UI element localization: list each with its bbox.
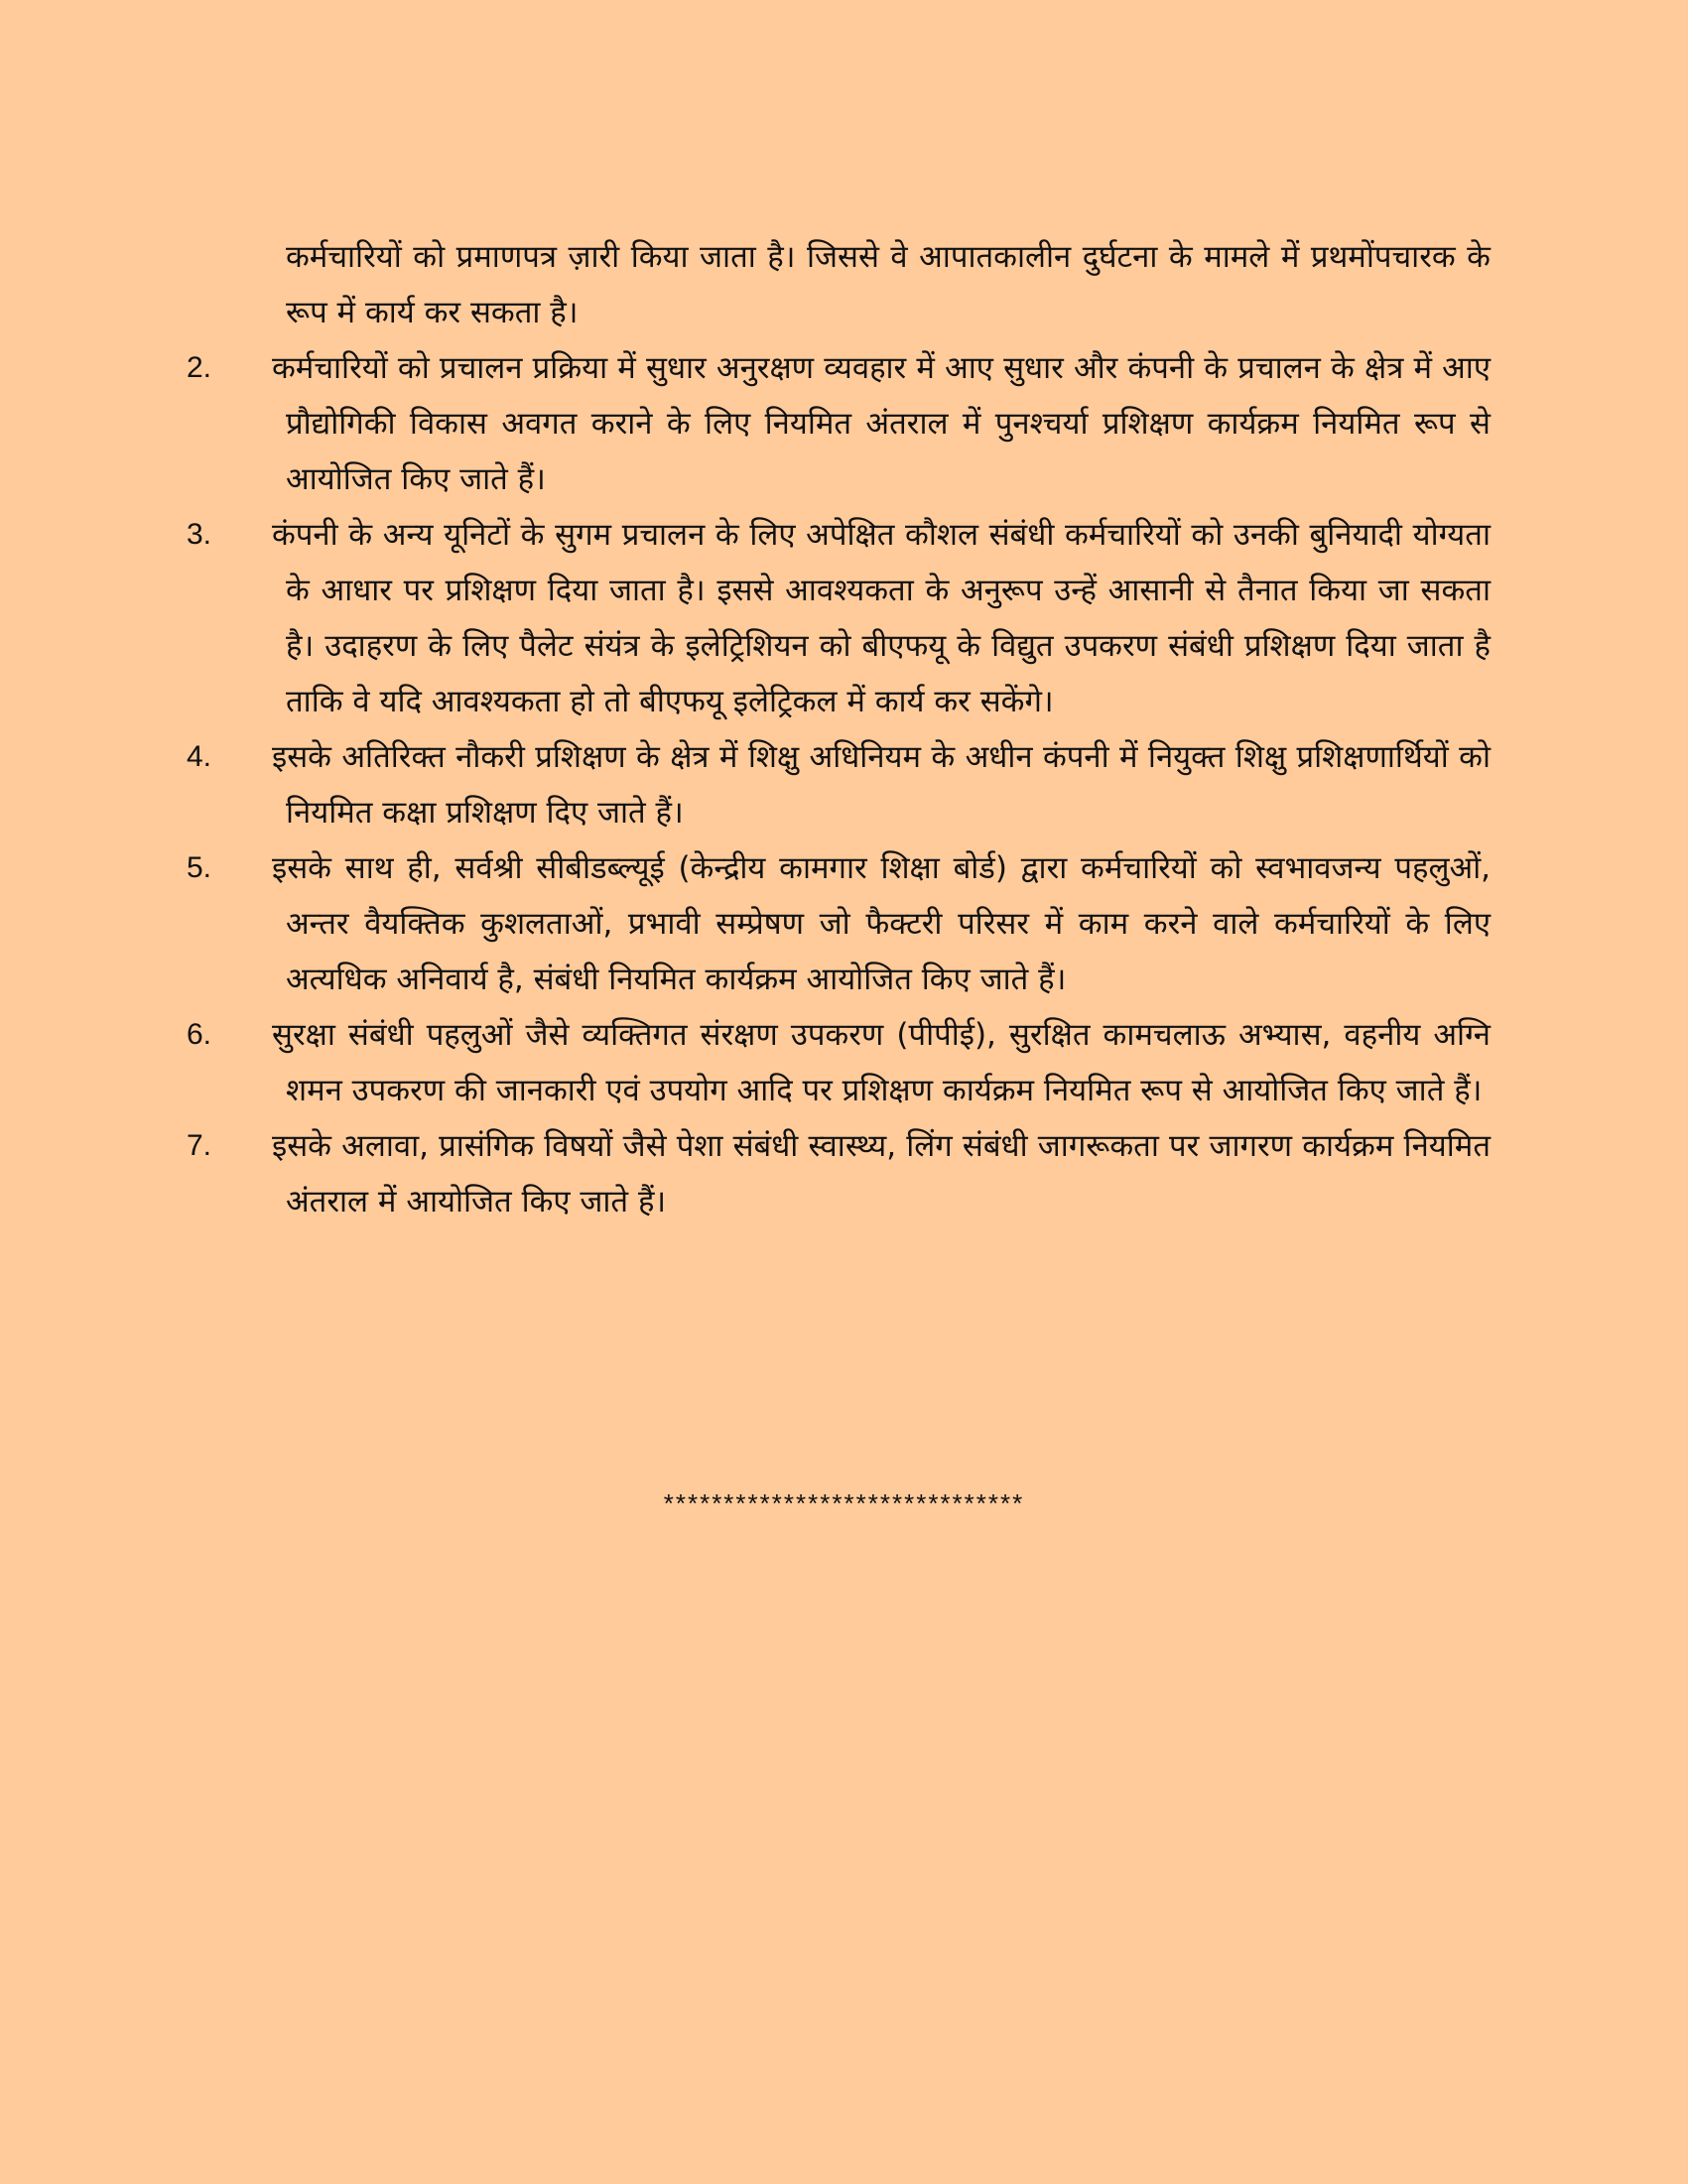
section-separator: ******************************: [663, 1488, 1025, 1518]
list-item-number: 5.: [187, 851, 212, 884]
list-item-text: इसके अतिरिक्त नौकरी प्रशिक्षण के क्षेत्र में शिक्षु अधिनियम के अधीन कंपनी में नियुक्त शिक्षु प्रशिक्षणार्थियों को नियमित कक्षा प्रशिक्षण दिए जाते हैं।: [272, 739, 1491, 831]
continuation-paragraph: कर्मचारियों को प्रमाणपत्र ज़ारी किया जाता है। जिससे वे आपातकालीन दुर्घटना के मामले में प्रथमोंपचारक के रूप में कार्य कर सकता है।: [286, 239, 1491, 330]
list-item-text: सुरक्षा संबंधी पहलुओं जैसे व्यक्तिगत संरक्षण उपकरण (पीपीई), सुरक्षित कामचलाऊ अभ्यास, वहनीय अग्नि शमन उपकरण की जानकारी एवं उपयोग आदि पर प्रशिक्षण कार्यक्रम नियमित रूप से आयोजित किए जाते हैं।: [272, 1017, 1491, 1108]
list-item-number: 2.: [187, 351, 212, 384]
list-item-5: [187, 840, 1491, 1007]
list-item-7: [187, 1118, 1491, 1229]
list-item-text: इसके अलावा, प्रासंगिक विषयों जैसे पेशा संबंधी स्वास्थ्य, लिंग संबंधी जागरूकता पर जागरण कार्यक्रम नियमित अंतराल में आयोजित किए जाते हैं।: [272, 1128, 1491, 1220]
document-body: [187, 198, 1491, 1229]
list-item-number: 3.: [187, 518, 212, 551]
list-item-text: कर्मचारियों को प्रचालन प्रक्रिया में सुधार अनुरक्षण व्यवहार में आए सुधार और कंपनी के प्रचालन के क्षेत्र में आए प्रौद्योगिकी विकास अवगत कराने के लिए नियमित अंतराल में पुनश्चर्या प्रशिक्षण कार्यक्रम नियमित रूप से आयोजित किए जाते हैं।: [272, 350, 1491, 497]
list-item-number: 6.: [187, 1018, 212, 1051]
list-item-3: [187, 507, 1491, 729]
list-item-2: [187, 340, 1491, 507]
list-item-text: इसके साथ ही, सर्वश्री सीबीडब्ल्यूई (केन्द्रीय कामगार शिक्षा बोर्ड) द्वारा कर्मचारियों को स्वभावजन्य पहलुओं, अन्तर वैयक्तिक कुशलताओं, प्रभावी सम्प्रेषण जो फैक्टरी परिसर में काम करने वाले कर्मचारियों के लिए अत्यधिक अनिवार्य है, संबंधी नियमित कार्यक्रम आयोजित किए जाते हैं।: [272, 850, 1491, 997]
list-item-number: 7.: [187, 1129, 212, 1162]
list-item-text: कंपनी के अन्य यूनिटों के सुगम प्रचालन के लिए अपेक्षित कौशल संबंधी कर्मचारियों को उनकी बुनियादी योग्यता के आधार पर प्रशिक्षण दिया जाता है। इससे आवश्यकता के अनुरूप उन्हें आसानी से तैनात किया जा सकता है। उदाहरण के लिए पैलेट संयंत्र के इलेट्रिशियन को बीएफयू के विद्युत उपकरण संबंधी प्रशिक्षण दिया जाता है ताकि वे यदि आवश्यकता हो तो बीएफयू इलेट्रिकल में कार्य कर सकेंगे।: [272, 517, 1491, 719]
list-item-number: 4.: [187, 740, 212, 773]
list-item-6: [187, 1007, 1491, 1118]
list-item-4: [187, 729, 1491, 840]
